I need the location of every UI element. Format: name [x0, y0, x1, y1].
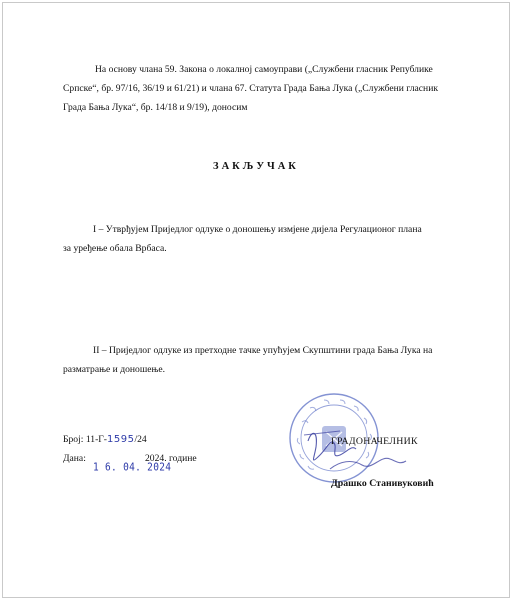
- section-1-line-1: I – Утврђујем Приједлог одлуке о доношењу измјене дијела Регулационог плана: [93, 224, 422, 235]
- preamble-line-3: Града Бања Лука“, бр. 14/18 и 9/19), доносим: [63, 102, 248, 113]
- signature-icon: [300, 425, 410, 485]
- date-label: Дана:: [63, 453, 86, 464]
- office-title: ГРАДОНАЧЕЛНИК: [331, 436, 418, 447]
- number-handwritten: 1595: [107, 434, 135, 445]
- preamble-line-2: Српске“, бр. 97/16, 36/19 и 61/21) и члана 67. Статута Града Бања Лука („Службени гласник: [63, 83, 438, 94]
- date-suffix: 2024. године: [145, 453, 197, 464]
- date-stamp: 1 6. 04. 2024: [93, 461, 172, 474]
- section-2-line-2: разматрање и доношење.: [63, 364, 166, 375]
- section-1-line-2: за уређење обала Врбаса.: [63, 243, 167, 254]
- number-prefix: Број: 11-Г-: [63, 434, 108, 445]
- document-title: ЗАКЉУЧАК: [213, 161, 299, 172]
- document-number: [63, 431, 147, 448]
- preamble-line-1: На основу члана 59. Закона о локалној самоуправи („Службени гласник Републике: [95, 64, 433, 75]
- official-name: Драшко Станивуковић: [331, 478, 434, 489]
- number-suffix: /24: [134, 434, 147, 445]
- section-2-line-1: II – Приједлог одлуке из претходне тачке упућујем Скупштини града Бања Лука на: [93, 345, 433, 356]
